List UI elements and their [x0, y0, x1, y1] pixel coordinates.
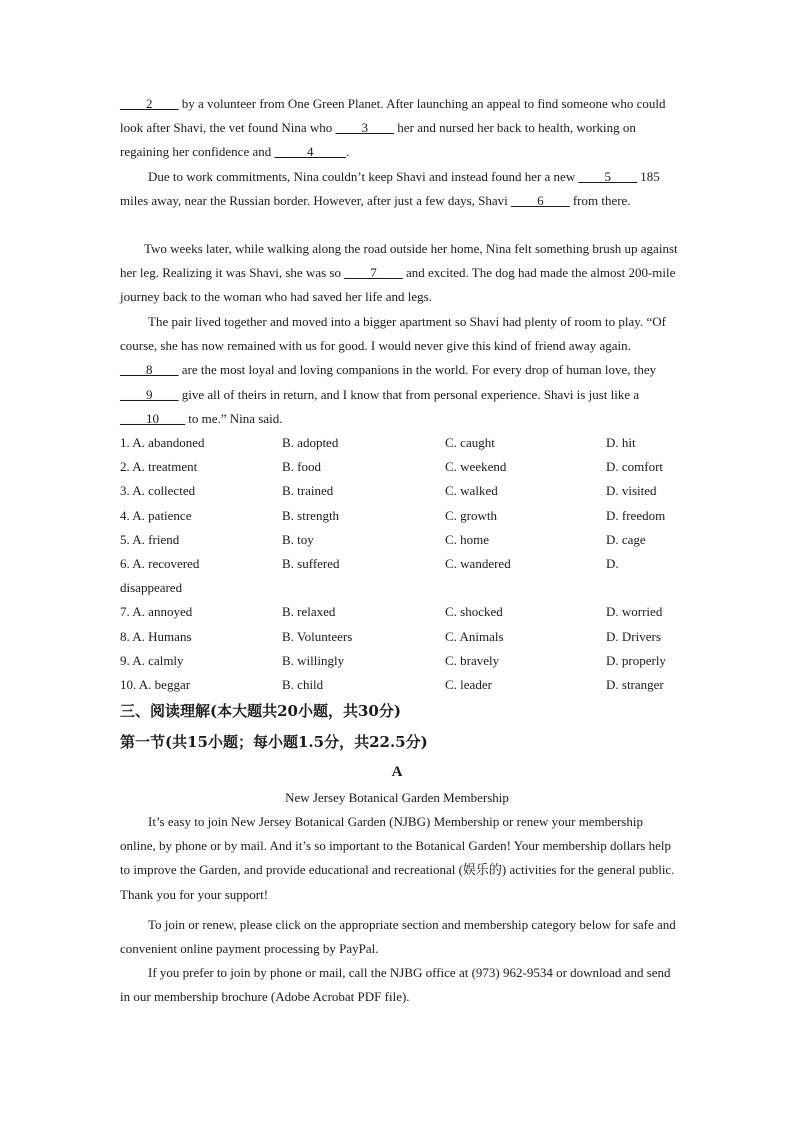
option-d: D. worried: [606, 604, 663, 620]
blank-6: ____6____: [511, 193, 570, 209]
option-row-8: [120, 625, 680, 649]
option-d: D. freedom: [606, 507, 666, 523]
blank-2: ____2____: [120, 96, 179, 111]
paragraph-text: Two weeks later, while walking along the road outside her home, Nina felt something brush up against her leg. Realizing it was Shavi, she was so: [120, 241, 678, 281]
option-c: C. growth: [445, 507, 497, 523]
passage-paragraph-1: [120, 92, 680, 165]
paragraph-text: to me.” Nina said.: [185, 410, 283, 426]
option-b: B. willingly: [282, 652, 345, 668]
passage-a-paragraph-2: To join or renew, please click on the appropriate section and membership category below for safe and convenient online payment processing by PayPal.: [120, 917, 676, 957]
blank-5: ____5____: [578, 169, 637, 184]
option-b: B. suffered: [282, 555, 340, 571]
paragraph-text: The pair lived together and moved into a bigger apartment so Shavi had plenty of room to play. “Of course, she has now remained with us for good. I would never give this kind of friend away again.: [120, 314, 666, 354]
passage-label: A: [391, 764, 403, 780]
passage-paragraph-3: [120, 237, 680, 310]
option-c: C. Animals: [445, 628, 504, 644]
option-row-6: [120, 552, 680, 576]
paragraph-text: 185 miles away, near the Russian border. However, after just a few days, Shavi: [120, 169, 660, 209]
paragraph-text: give all of theirs in return, and I know that from personal experience. Shavi is just like a: [178, 386, 640, 402]
option-row-2: [120, 455, 680, 479]
option-c: C. weekend: [445, 459, 507, 475]
option-a: 4. A. patience: [120, 507, 192, 523]
option-b: B. child: [282, 676, 324, 692]
option-row-7: [120, 600, 680, 624]
option-d: D.: [606, 555, 619, 571]
option-row-9: [120, 649, 680, 673]
option-d: D. properly: [606, 652, 666, 668]
blank-10: ____10____: [120, 410, 185, 426]
option-c: C. wandered: [445, 555, 511, 571]
option-d: D. hit: [606, 435, 636, 450]
option-d: D. Drivers: [606, 628, 661, 644]
option-b: B. relaxed: [282, 604, 336, 620]
paragraph-text: and excited. The dog had made the almost 200-mile journey back to the woman who had saved her life and legs.: [120, 265, 676, 305]
option-b: B. toy: [282, 531, 314, 547]
option-b: B. food: [282, 459, 321, 475]
blank-9: ____9____: [120, 386, 179, 402]
option-a: 9. A. calmly: [120, 652, 184, 668]
passage-paragraph-4: [120, 310, 680, 431]
section-subheading: 第一节(共15小题；每小题1.5分，共22.5分): [120, 733, 428, 751]
option-row-5: [120, 528, 680, 552]
option-row-4: [120, 504, 680, 528]
option-c: C. home: [445, 531, 490, 547]
paragraph-text: by a volunteer from One Green Planet. After launching an appeal to find someone who could look after Shavi, the vet found Nina who: [120, 96, 666, 136]
answer-options: [120, 431, 680, 697]
option-row-1: [120, 431, 680, 455]
option-a: 10. A. beggar: [120, 676, 191, 692]
option-d-wrap: disappeared: [120, 580, 183, 596]
option-b: B. Volunteers: [282, 628, 353, 644]
option-b: B. adopted: [282, 435, 339, 450]
passage-a-paragraph-1: It’s easy to join New Jersey Botanical Garden (NJBG) Membership or renew your membership online, by phone or by mail. And it’s so important to the Botanical Garden! Your membership dollars help to improve the Garden, and provide educational and recreational (娱乐的) activities for the general public. Thank you for your support!: [120, 814, 675, 902]
passage-title: New Jersey Botanical Garden Membership: [285, 790, 509, 805]
section-heading: 三、阅读理解(本大题共20小题，共30分): [120, 702, 401, 720]
option-c: C. shocked: [445, 604, 503, 620]
option-a: 8. A. Humans: [120, 628, 192, 644]
option-a: 6. A. recovered: [120, 555, 200, 571]
paragraph-text: Due to work commitments, Nina couldn’t keep Shavi and instead found her a new: [148, 169, 579, 184]
option-c: C. bravely: [445, 652, 500, 668]
option-c: C. walked: [445, 483, 498, 499]
option-row-10: [120, 673, 680, 697]
blank-7: ____7____: [344, 265, 403, 281]
option-c: C. leader: [445, 676, 492, 692]
blank-4: _____4_____: [274, 144, 346, 160]
option-d: D. cage: [606, 531, 646, 547]
blank-3: ____3____: [335, 120, 395, 136]
option-d: D. visited: [606, 483, 657, 499]
paragraph-text: .: [345, 144, 350, 160]
paragraph-text: from there.: [569, 193, 631, 209]
passage-paragraph-2: [120, 165, 680, 213]
option-c: C. caught: [445, 435, 495, 450]
passage-a-paragraph-3: If you prefer to join by phone or mail, call the NJBG office at (973) 962-9534 or download and send in our membership brochure (Adobe Acrobat PDF file).: [120, 965, 671, 1005]
option-a: 3. A. collected: [120, 483, 196, 499]
option-a: 2. A. treatment: [120, 459, 198, 475]
option-a: 5. A. friend: [120, 531, 180, 547]
option-b: B. trained: [282, 483, 334, 499]
option-row-3: [120, 479, 680, 503]
option-a: 7. A. annoyed: [120, 604, 193, 620]
paragraph-text: are the most loyal and loving companions in the world. For every drop of human love, they: [178, 362, 657, 378]
paragraph-text: her and nursed her back to health, working on regaining her confidence and: [120, 120, 636, 160]
option-d: D. stranger: [606, 676, 664, 692]
option-b: B. strength: [282, 507, 340, 523]
blank-8: ____8____: [120, 362, 179, 378]
option-d: D. comfort: [606, 459, 664, 475]
option-a: 1. A. abandoned: [120, 435, 205, 450]
